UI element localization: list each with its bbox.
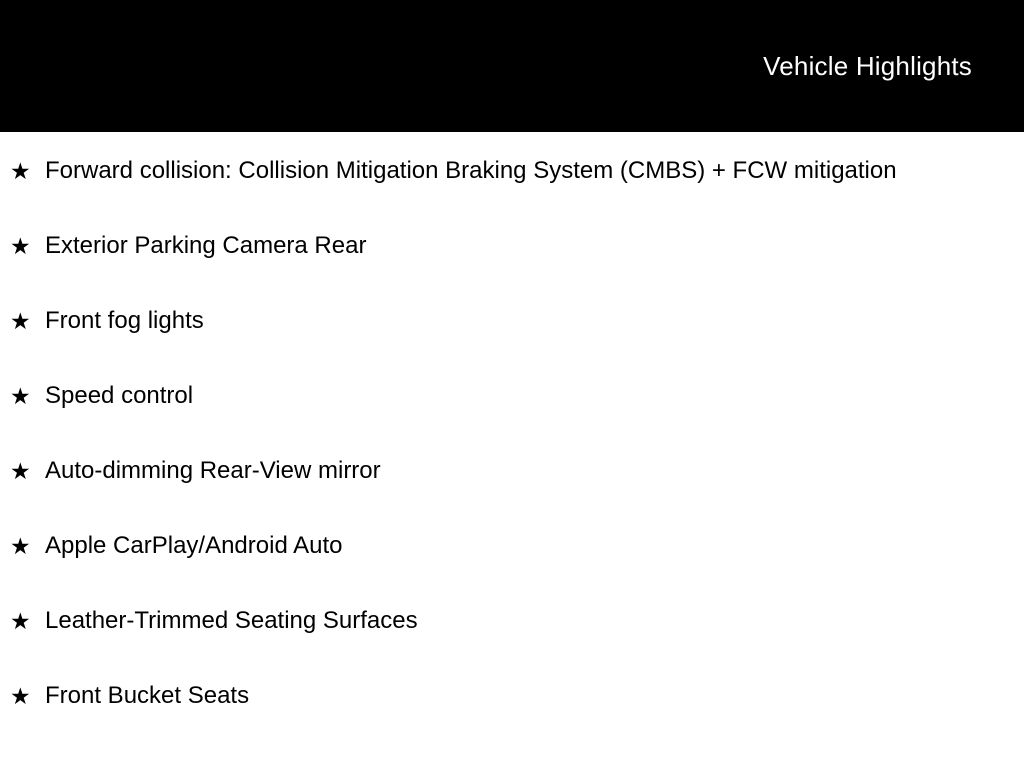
list-item-label: Speed control xyxy=(45,382,194,409)
star-bullet-icon: ★ xyxy=(10,533,31,559)
star-bullet-icon: ★ xyxy=(10,233,31,259)
header-bar xyxy=(0,0,1024,132)
list-item-label: Front Bucket Seats xyxy=(45,682,250,709)
star-bullet-icon: ★ xyxy=(10,158,31,184)
list-item xyxy=(10,454,979,488)
list-item-label: Front fog lights xyxy=(45,307,204,334)
list-item xyxy=(10,154,979,188)
list-item-label: Auto-dimming Rear-View mirror xyxy=(45,457,381,484)
list-item xyxy=(10,304,979,338)
star-bullet-icon: ★ xyxy=(10,458,31,484)
list-item xyxy=(10,379,979,413)
star-bullet-icon: ★ xyxy=(10,308,31,334)
list-item xyxy=(10,679,979,713)
star-bullet-icon: ★ xyxy=(10,608,31,634)
list-item-label: Exterior Parking Camera Rear xyxy=(45,232,367,259)
list-item-label: Forward collision: Collision Mitigation Braking System (CMBS) + FCW mitigation xyxy=(45,157,897,184)
highlights-list xyxy=(0,132,1024,713)
list-item-label: Leather-Trimmed Seating Surfaces xyxy=(45,607,418,634)
list-item xyxy=(10,229,979,263)
list-item xyxy=(10,529,979,563)
list-item-label: Apple CarPlay/Android Auto xyxy=(45,532,343,559)
star-bullet-icon: ★ xyxy=(10,383,31,409)
page-title: Vehicle Highlights xyxy=(763,50,972,81)
star-bullet-icon: ★ xyxy=(10,683,31,709)
list-item xyxy=(10,604,979,638)
